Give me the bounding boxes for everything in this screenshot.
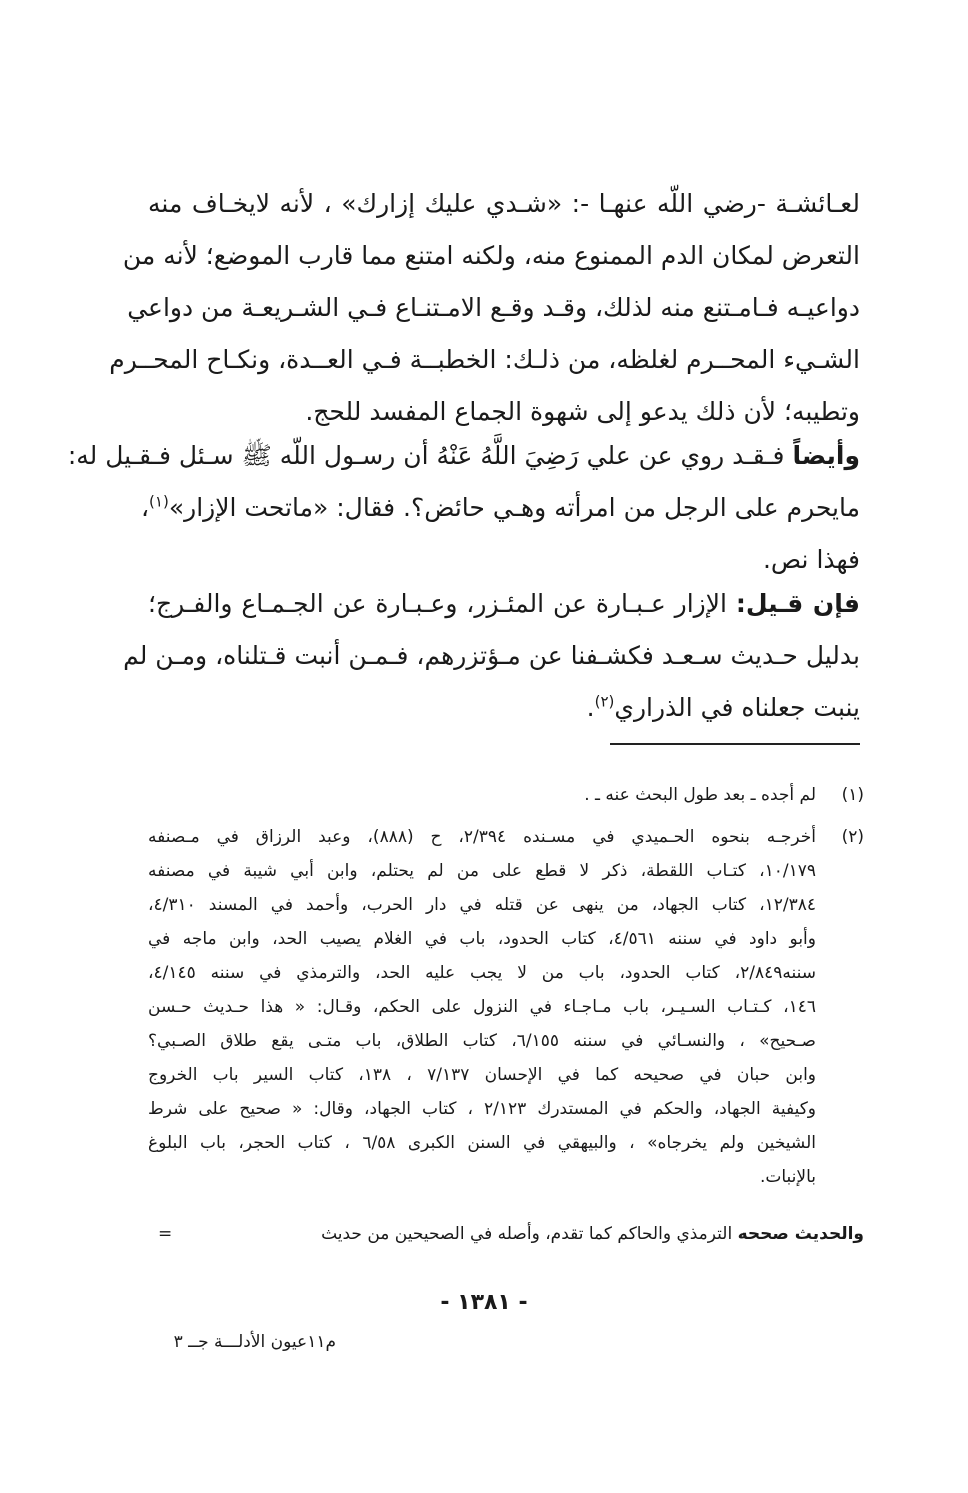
printer-signature: م١١عيون الأدلـــة جــ ٣	[173, 1332, 336, 1352]
paragraph-1	[109, 178, 860, 438]
text-line: ينبت جعلناه في الذراري$^{(٢)}$.	[586, 692, 860, 722]
footnote-continuation	[148, 1217, 864, 1251]
text-line: وتطيبه؛ لأن ذلك يدعو إلى شهوة الجماع المفسد للحج.	[305, 397, 860, 426]
footnote-number: (١)	[841, 785, 864, 805]
footnote-line: الشيخين ولم يخرجاه» ، والبيهقي في السنن الكبرى ٦/٥٨ ، كتاب الحجر، باب البلوغ	[148, 1133, 816, 1153]
footnote-line: بالإنبات.	[759, 1167, 816, 1187]
text-line: الشـيء المحــرم لغلظه، من ذلـك: الخطبــة فـي العــدة، ونكـاح المحــرم	[109, 345, 860, 374]
footnote-line: وكيفية الجهاد، والحكم في المستدرك ٢/١٢٣ ، كتاب الجهاد، وقال: « صحيح على شرط	[148, 1099, 816, 1119]
lead-word: فإن قـيل:	[735, 589, 861, 618]
continuation-lead: والحديث صححه	[737, 1224, 864, 1244]
continuation-mark: =	[158, 1224, 173, 1244]
paragraph-2	[67, 430, 860, 586]
footnote	[148, 778, 864, 812]
text-line	[67, 430, 860, 482]
footnote-line: ١٠/١٧٩، كتـاب اللقطة، ذكر لا قطع على من لم يحتلم، وابن أبي شيبة في مصنفه	[148, 861, 816, 881]
footnote-marker: (٢)	[594, 692, 615, 711]
text-line: التعرض لمكان الدم الممنوع منه، ولكنه امتنع مما قارب الموضع؛ لأنه من	[122, 241, 860, 270]
footnote-line: صـحيح» ، والنسـائي في سننه ٦/١٥٥، كتاب الطلاق، باب متـى يقع طلاق الصـبي؟	[148, 1031, 816, 1051]
text-line: دواعيـه فـامـتنع منه لذلك، وقـد وقـع الامـتنـاع فـي الشـريعـة من دواعي	[127, 293, 860, 322]
lead-word: وأيضاً	[792, 441, 860, 470]
text-line: لعـائشـة -رضي اللّه عنهـا -: «شـدي عليك إزارك» ، لأنه لايخـاف منه	[148, 189, 860, 218]
page-number: - ١٣٨١ -	[440, 1290, 528, 1315]
text-line	[148, 578, 860, 630]
footnote-separator	[610, 743, 860, 745]
footnote-line: أخرجـه بنحوه الحـميدي في مسـنده ٢/٣٩٤، ح (٨٨٨)، وعبد الرزاق في مـصنفه	[148, 827, 817, 847]
continuation-text: الترمذي والحاكم كما تقدم، وأصله في الصحيحين من حديث	[321, 1224, 733, 1244]
footnote-line: ١٢/٣٨٤، كتاب الجهاد، من ينهى عن قتله في دار الحرب، وأحمد في المسند ٤/٣١٠،	[148, 895, 816, 915]
footnote-line: وابن حبان في صحيحه كما في الإحسان ٧/١٣٧ ، ١٣٨، كتاب السير باب الخروج	[148, 1065, 816, 1085]
line-text: ينبت جعلناه في الذراري	[614, 693, 860, 722]
footnote-line: وأبو داود في سننه ٤/٥٦١، كتاب الحدود، باب في الغلام يصيب الحد، وابن ماجه في	[148, 929, 816, 949]
text-line: بدليل حـديث سـعـد فكشـفنا عن مـؤتزرهم، فـمـن أنبت قـتلناه، ومـن لم	[123, 641, 860, 670]
footnote-1	[148, 778, 864, 812]
footnote-marker: (١)	[149, 492, 169, 511]
line-text: فـقـد روي عن علي رَضِيَ اللَّهُ عَنْهُ أن رسـول اللّه ﷺ سـئل فـقـيل له:	[67, 441, 785, 470]
footnote-line: سننه٢/٨٤٩، كتاب الحدود، باب من لا يجب عليه الحد، والترمذي في سننه ٤/١٤٥،	[148, 963, 816, 983]
footnote-line: لم أجده ـ بعد طول البحث عنه ـ .	[584, 785, 816, 805]
line-text: الإزار عـبـارة عن المئـزر، وعـبـارة عن الجـمـاع والفـرج؛	[148, 589, 727, 618]
continuation-line	[148, 1217, 864, 1251]
text-line: مايحرم على الرجل من امرأته وهـي حائض؟. فقال: «ماتحت الإزار»$^{(١)}$،	[140, 492, 860, 522]
footnote	[148, 820, 864, 1194]
footnote-number: (٢)	[841, 827, 864, 847]
paragraph-3	[123, 578, 861, 734]
line-text: مايحرم على الرجل من امرأته وهـي حائض؟. فقال: «ماتحت الإزار»	[168, 493, 860, 522]
footnote-line	[321, 1224, 864, 1244]
text-line: فهذا نص.	[762, 545, 860, 574]
footnote-2	[148, 820, 864, 1194]
footnote-line: ١٤٦، كـتـاب السـيـر، باب مـاجـاء في النزول على الحكم، وقـال: « هذا حـديث حـسن	[148, 997, 816, 1017]
